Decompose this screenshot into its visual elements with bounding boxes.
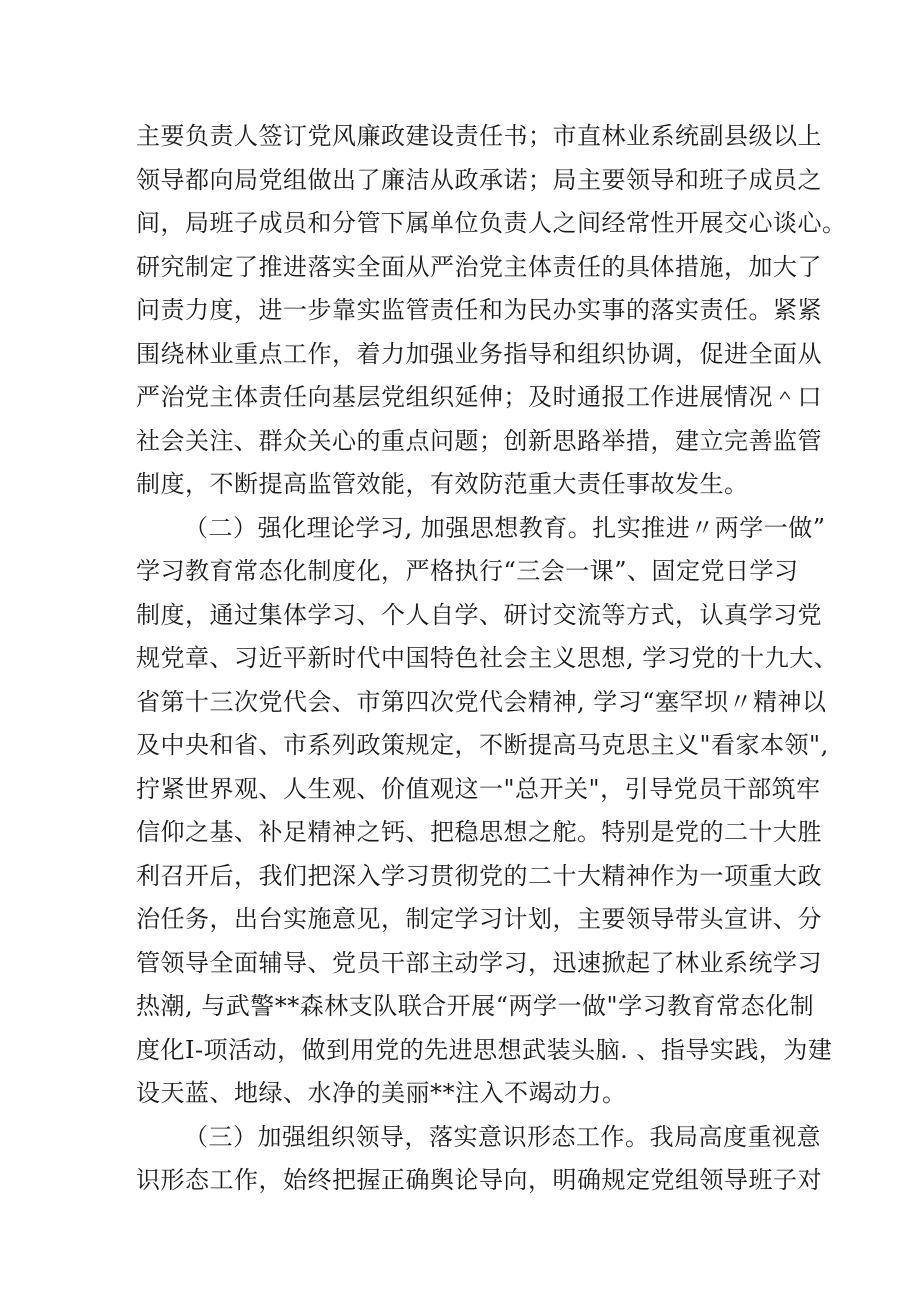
text-line: 制度，通过集体学习、个人自学、研讨交流等方式，认真学习党 <box>136 601 822 629</box>
text-line: 设天蓝、地绿、水净的美丽**注入不竭动力。 <box>136 1079 627 1107</box>
text-line: 主要负责人签订党风廉政建设责任书；市直林业系统副县级以上 <box>136 122 822 150</box>
text-line: 问责力度，进一步靠实监管责任和为民办实事的落实责任。紧紧 <box>136 296 822 324</box>
text-line: 严治党主体责任向基层党组织延伸；及时通报工作进展情况＾口 <box>136 383 822 411</box>
text-line: 利召开后，我们把深入学习贯彻党的二十大精神作为一项重大政 <box>136 862 822 890</box>
text-line: 规党章、习近平新时代中国特色社会主义思想, 学习党的十九大、 <box>136 644 839 672</box>
text-line: 制度，不断提高监管效能，有效防范重大责任事故发生。 <box>136 470 749 498</box>
text-line: 治任务，出台实施意见，制定学习计划，主要领导带头宣讲、分 <box>136 905 822 933</box>
text-line: 及中央和省、市系列政策规定，不断提高马克思主义"看家本领", <box>136 731 829 759</box>
text-line: 学习教育常态化制度化，严格执行“三会一课”、固定党日学习 <box>136 557 799 585</box>
text-line: 识形态工作，始终把握正确舆论导向，明确规定党组领导班子对 <box>136 1166 822 1194</box>
text-line: 省第十三次党代会、市第四次党代会精神, 学习“塞罕坝〃精神以 <box>136 688 827 716</box>
text-line: 社会关注、群众关心的重点问题；创新思路举措，建立完善监管 <box>136 427 822 455</box>
text-line: 领导都向局党组做出了廉洁从政承诺；局主要领导和班子成员之 <box>136 166 822 194</box>
text-line: 信仰之基、补足精神之钙、把稳思想之舵。特别是党的二十大胜 <box>136 818 822 846</box>
text-line: 热潮, 与武警**森林支队联合开展“两学一做"学习教育常态化制 <box>136 992 815 1020</box>
section-heading-line: （二）强化理论学习, 加强思想教育。扎实推进〃两学一做” <box>184 514 826 542</box>
text-line: 度化I-项活动，做到用党的先进思想武装头脑. 、指导实践，为建 <box>136 1036 833 1064</box>
text-line: 围绕林业重点工作，着力加强业务指导和组织协调，促进全面从 <box>136 340 822 368</box>
text-line: 间，局班子成员和分管下属单位负责人之间经常性开展交心谈心。 <box>136 209 847 237</box>
section-heading-line: （三）加强组织领导，落实意识形态工作。我局高度重视意 <box>184 1123 821 1151</box>
text-line: 拧紧世界观、人生观、价值观这一"总开关"，引导党员干部筑牢 <box>136 775 821 803</box>
text-line: 研究制定了推进落实全面从严治党主体责任的具体措施，加大了 <box>136 253 822 281</box>
text-line: 管领导全面辅导、党员干部主动学习，迅速掀起了林业系统学习 <box>136 949 822 977</box>
